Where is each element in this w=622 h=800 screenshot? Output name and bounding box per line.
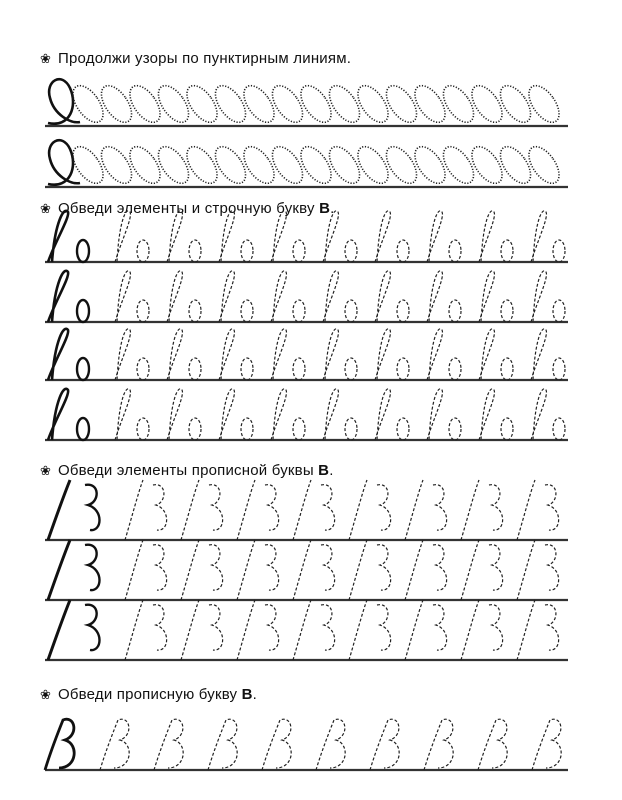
dashed-stroke xyxy=(115,389,130,440)
dashed-stroke xyxy=(461,600,479,660)
dashed-stroke xyxy=(479,211,494,262)
dashed-stroke xyxy=(545,545,559,590)
dashed-stroke xyxy=(167,271,182,322)
dashed-stroke xyxy=(489,545,503,590)
dashed-stroke xyxy=(209,485,223,530)
letter-samples xyxy=(45,719,561,770)
flower-icon: ❀ xyxy=(40,687,52,702)
dashed-oval xyxy=(241,240,253,262)
dashed-stroke xyxy=(433,605,447,650)
dotted-loop xyxy=(181,141,223,188)
dashed-oval xyxy=(293,240,305,262)
dashed-stroke xyxy=(531,211,546,262)
instruction-heading-patterns xyxy=(40,50,351,67)
dashed-oval xyxy=(345,418,357,440)
heading-text: Обведи прописную букву xyxy=(58,686,242,703)
writing-row xyxy=(0,325,622,390)
dotted-loop xyxy=(352,80,394,127)
dashed-stroke xyxy=(375,329,390,380)
dashed-stroke xyxy=(427,389,442,440)
dashed-stroke xyxy=(153,545,167,590)
letter-samples xyxy=(48,480,559,540)
dashed-stroke xyxy=(271,211,286,262)
loop-pattern xyxy=(48,140,565,188)
dashed-oval xyxy=(241,358,253,380)
dashed-oval xyxy=(189,300,201,322)
dashed-oval xyxy=(345,240,357,262)
dashed-oval xyxy=(345,358,357,380)
dashed-stroke xyxy=(545,485,559,530)
dashed-stroke xyxy=(271,329,286,380)
dashed-stroke xyxy=(405,480,423,540)
dashed-stroke xyxy=(115,211,130,262)
dotted-loop xyxy=(466,141,508,188)
dashed-stroke xyxy=(545,605,559,650)
letter-samples xyxy=(48,389,565,440)
dashed-letter xyxy=(478,719,507,770)
dotted-loop xyxy=(323,80,365,127)
dashed-stroke xyxy=(293,480,311,540)
dashed-stroke xyxy=(237,540,255,600)
dashed-stroke xyxy=(461,480,479,540)
dashed-stroke xyxy=(321,545,335,590)
dashed-stroke xyxy=(349,540,367,600)
dotted-loop xyxy=(523,141,565,188)
dashed-stroke xyxy=(209,545,223,590)
writing-row xyxy=(0,137,622,197)
dotted-loop xyxy=(437,141,479,188)
loop-pattern xyxy=(48,79,565,127)
dashed-stroke xyxy=(517,540,535,600)
dashed-stroke xyxy=(265,545,279,590)
dashed-oval xyxy=(449,418,461,440)
dashed-stroke xyxy=(479,389,494,440)
dashed-stroke xyxy=(167,211,182,262)
dotted-loop xyxy=(523,80,565,127)
dotted-loop xyxy=(295,141,337,188)
dashed-stroke xyxy=(427,271,442,322)
dashed-oval xyxy=(553,300,565,322)
letter-samples xyxy=(48,329,565,380)
dashed-oval xyxy=(137,300,149,322)
dashed-oval xyxy=(501,358,513,380)
dashed-stroke xyxy=(153,485,167,530)
dashed-letter xyxy=(316,719,345,770)
dashed-stroke xyxy=(489,605,503,650)
dashed-stroke xyxy=(517,600,535,660)
letter-samples xyxy=(48,600,559,660)
dashed-stroke xyxy=(427,329,442,380)
dotted-loop xyxy=(494,141,536,188)
dashed-oval xyxy=(501,240,513,262)
flower-icon: ❀ xyxy=(40,201,52,216)
writing-row xyxy=(0,76,622,136)
dashed-stroke xyxy=(181,480,199,540)
dashed-stroke xyxy=(531,389,546,440)
dashed-oval xyxy=(293,358,305,380)
dashed-stroke xyxy=(405,540,423,600)
dashed-stroke xyxy=(517,480,535,540)
dashed-stroke xyxy=(321,605,335,650)
dashed-stroke xyxy=(433,545,447,590)
dotted-loop xyxy=(124,141,166,188)
dashed-stroke xyxy=(115,271,130,322)
dashed-stroke xyxy=(125,540,143,600)
dashed-oval xyxy=(397,418,409,440)
heading-tail: . xyxy=(330,200,335,217)
dashed-stroke xyxy=(323,271,338,322)
dotted-loop xyxy=(295,80,337,127)
dotted-loop xyxy=(209,80,251,127)
writing-row xyxy=(0,385,622,450)
dashed-stroke xyxy=(531,329,546,380)
dashed-letter xyxy=(262,719,291,770)
dashed-oval xyxy=(137,240,149,262)
dashed-stroke xyxy=(271,389,286,440)
dotted-loop xyxy=(209,141,251,188)
dashed-stroke xyxy=(265,485,279,530)
dashed-stroke xyxy=(125,480,143,540)
dotted-loop xyxy=(494,80,536,127)
dashed-stroke xyxy=(427,211,442,262)
dashed-stroke xyxy=(237,480,255,540)
dashed-stroke xyxy=(531,271,546,322)
dashed-stroke xyxy=(115,329,130,380)
writing-row xyxy=(0,595,622,670)
dashed-stroke xyxy=(375,389,390,440)
dotted-loop xyxy=(409,141,451,188)
dotted-loop xyxy=(152,141,194,188)
dashed-stroke xyxy=(271,271,286,322)
dashed-stroke xyxy=(181,540,199,600)
instruction-heading-uppercase xyxy=(40,686,257,703)
writing-row xyxy=(0,710,622,780)
dotted-loop xyxy=(95,80,137,127)
dashed-stroke xyxy=(293,540,311,600)
dashed-oval xyxy=(553,358,565,380)
dashed-stroke xyxy=(377,605,391,650)
dashed-oval xyxy=(189,358,201,380)
dashed-oval xyxy=(241,300,253,322)
dashed-letter xyxy=(532,719,561,770)
dashed-oval xyxy=(397,240,409,262)
dashed-oval xyxy=(501,300,513,322)
dashed-stroke xyxy=(479,329,494,380)
dotted-loop xyxy=(466,80,508,127)
dashed-stroke xyxy=(219,271,234,322)
heading-tail: . xyxy=(252,686,258,703)
dotted-loop xyxy=(409,80,451,127)
heading-text: Обведи элементы прописной буквы xyxy=(58,462,319,479)
dashed-oval xyxy=(397,300,409,322)
heading-letter: В xyxy=(319,200,331,217)
dashed-stroke xyxy=(349,600,367,660)
dashed-stroke xyxy=(181,600,199,660)
heading-letter: В xyxy=(241,686,253,703)
dashed-stroke xyxy=(219,389,234,440)
dashed-oval xyxy=(293,418,305,440)
dotted-loop xyxy=(266,141,308,188)
heading-tail: . xyxy=(329,462,334,479)
dashed-stroke xyxy=(167,389,182,440)
dashed-stroke xyxy=(377,545,391,590)
dotted-loop xyxy=(238,80,280,127)
dotted-loop xyxy=(152,80,194,127)
dashed-oval xyxy=(189,240,201,262)
heading-letter: В xyxy=(318,462,330,479)
dashed-letter xyxy=(100,719,129,770)
letter-samples xyxy=(48,211,565,262)
flower-icon: ❀ xyxy=(40,51,52,66)
dotted-loop xyxy=(266,80,308,127)
dashed-letter xyxy=(424,719,453,770)
dashed-oval xyxy=(137,358,149,380)
flower-icon: ❀ xyxy=(40,463,52,478)
dashed-stroke xyxy=(377,485,391,530)
dotted-loop xyxy=(380,141,422,188)
dashed-stroke xyxy=(433,485,447,530)
dotted-loop xyxy=(437,80,479,127)
heading-text: Обведи элементы и строчную букву xyxy=(58,200,320,217)
dotted-loop xyxy=(181,80,223,127)
dashed-letter xyxy=(154,719,183,770)
dashed-oval xyxy=(189,418,201,440)
dashed-stroke xyxy=(323,211,338,262)
dashed-stroke xyxy=(323,389,338,440)
dashed-oval xyxy=(449,300,461,322)
dashed-stroke xyxy=(153,605,167,650)
letter-samples xyxy=(48,271,565,322)
dashed-stroke xyxy=(375,211,390,262)
writing-row xyxy=(0,207,622,272)
dashed-oval xyxy=(137,418,149,440)
dashed-stroke xyxy=(321,485,335,530)
dashed-oval xyxy=(293,300,305,322)
dashed-stroke xyxy=(479,271,494,322)
letter-samples xyxy=(48,540,559,600)
dashed-stroke xyxy=(323,329,338,380)
dashed-stroke xyxy=(237,600,255,660)
dashed-oval xyxy=(501,418,513,440)
dotted-loop xyxy=(352,141,394,188)
dashed-oval xyxy=(449,358,461,380)
dashed-letter xyxy=(370,719,399,770)
heading-text: Продолжи узоры по пунктирным линиям. xyxy=(58,50,352,67)
dashed-stroke xyxy=(375,271,390,322)
dashed-letter xyxy=(208,719,237,770)
dashed-stroke xyxy=(349,480,367,540)
dashed-oval xyxy=(553,418,565,440)
dashed-oval xyxy=(449,240,461,262)
dotted-loop xyxy=(124,80,166,127)
dashed-stroke xyxy=(461,540,479,600)
dotted-loop xyxy=(238,141,280,188)
dashed-stroke xyxy=(125,600,143,660)
dashed-oval xyxy=(345,300,357,322)
dotted-loop xyxy=(323,141,365,188)
dotted-loop xyxy=(95,141,137,188)
dashed-stroke xyxy=(265,605,279,650)
dashed-stroke xyxy=(219,211,234,262)
dashed-oval xyxy=(553,240,565,262)
dotted-loop xyxy=(380,80,422,127)
dashed-oval xyxy=(397,358,409,380)
dashed-stroke xyxy=(209,605,223,650)
dashed-stroke xyxy=(489,485,503,530)
dashed-stroke xyxy=(167,329,182,380)
dashed-stroke xyxy=(405,600,423,660)
writing-row xyxy=(0,267,622,332)
dashed-stroke xyxy=(293,600,311,660)
dashed-stroke xyxy=(219,329,234,380)
dashed-oval xyxy=(241,418,253,440)
